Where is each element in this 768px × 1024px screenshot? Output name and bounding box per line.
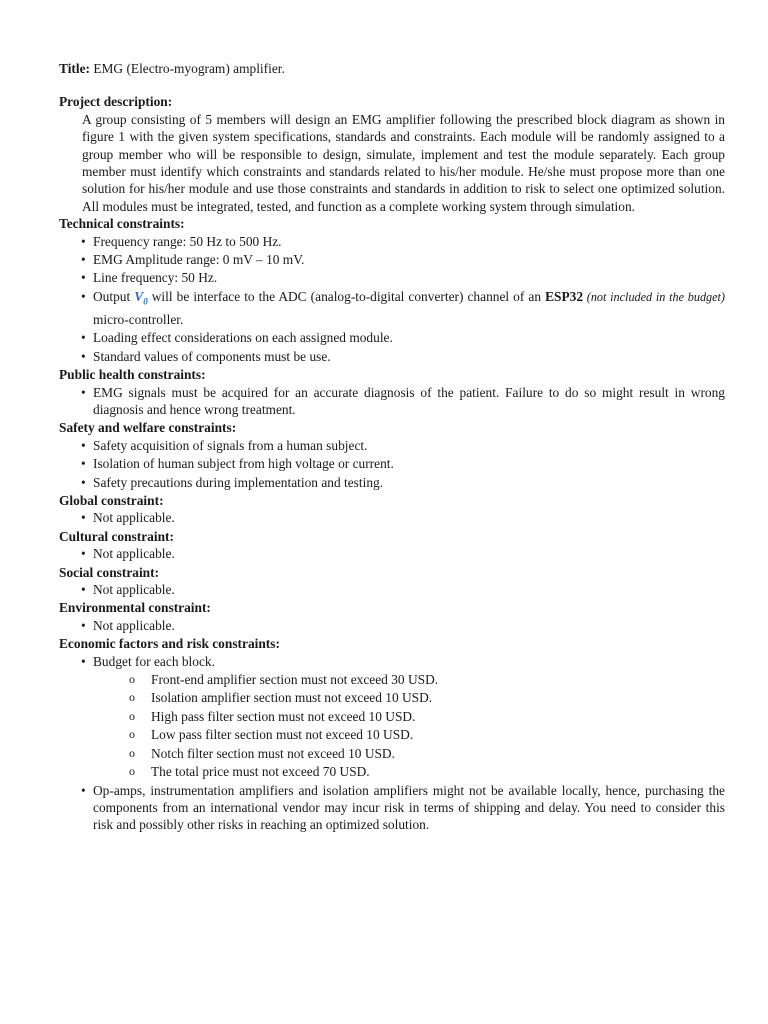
- safety-list: [59, 437, 725, 491]
- global-heading: Global constraint:: [59, 493, 164, 509]
- technical-constraints-heading: Technical constraints:: [59, 216, 185, 232]
- safety-heading: Safety and welfare constraints:: [59, 420, 237, 436]
- list-item: o High pass filter section must not exceed 10 USD.: [59, 708, 725, 725]
- budget-item: [59, 653, 725, 670]
- list-item: • Not applicable.: [59, 617, 725, 634]
- list-item: o Low pass filter section must not exceed 10 USD.: [59, 726, 725, 743]
- budget-note: (not included in the budget): [583, 289, 725, 304]
- list-item: • EMG signals must be acquired for an accurate diagnosis of the patient. Failure to do so might result in wrong diagnosis and hence wrong treatment.: [59, 384, 725, 419]
- technical-constraints-list: [59, 233, 725, 366]
- cultural-heading: Cultural constraint:: [59, 528, 174, 544]
- budget-subitems: [59, 671, 725, 780]
- vo-letter: V: [134, 288, 144, 304]
- output-suffix: micro-controller.: [93, 311, 184, 327]
- list-item: • Standard values of components must be use.: [59, 348, 725, 365]
- vo-subscript: 0: [143, 296, 148, 307]
- list-item: • Op-amps, instrumentation amplifiers and isolation amplifiers might not be available locally, hence, purchasing the components from an international vendor may incur risk in terms of shipping and delay. You need to consider this risk and possibly other risks in reaching an optimized solution.: [59, 782, 725, 834]
- budget-item-text: Budget for each block.: [93, 653, 215, 669]
- output-middle: will be interface to the ADC (analog-to-digital converter) channel of an: [147, 288, 546, 304]
- title-label: Title:: [59, 61, 90, 76]
- list-item: o Isolation amplifier section must not exceed 10 USD.: [59, 689, 725, 706]
- list-item: • Loading effect considerations on each assigned module.: [59, 329, 725, 346]
- document-content: [59, 60, 725, 835]
- title-line: [59, 60, 725, 77]
- title-text: EMG (Electro-myogram) amplifier.: [90, 61, 285, 76]
- list-item: • Safety acquisition of signals from a human subject.: [59, 437, 725, 454]
- list-item: • Frequency range: 50 Hz to 500 Hz.: [59, 233, 725, 250]
- list-item: o Front-end amplifier section must not exceed 30 USD.: [59, 671, 725, 688]
- vo-symbol: [134, 288, 148, 307]
- environmental-heading: Environmental constraint:: [59, 600, 211, 616]
- risk-list: [59, 782, 725, 834]
- public-health-heading: Public health constraints:: [59, 367, 206, 383]
- list-item: o The total price must not exceed 70 USD.: [59, 763, 725, 780]
- list-item: • Not applicable.: [59, 545, 725, 562]
- project-description-heading: Project description:: [59, 94, 173, 110]
- list-item: • Isolation of human subject from high voltage or current.: [59, 455, 725, 472]
- list-item: • Line frequency: 50 Hz.: [59, 269, 725, 286]
- environmental-list: [59, 617, 725, 634]
- list-item: • Not applicable.: [59, 509, 725, 526]
- cultural-list: [59, 545, 725, 562]
- list-item: o Notch filter section must not exceed 10 USD.: [59, 745, 725, 762]
- economic-heading: Economic factors and risk constraints:: [59, 636, 280, 652]
- list-item: • EMG Amplitude range: 0 mV – 10 mV.: [59, 251, 725, 268]
- project-description-text: A group consisting of 5 members will design an EMG amplifier following the prescribed block diagram as shown in figure 1 with the given system specifications, standards and constraints. Each module will be randomly assigned to a group member who will be responsible to design, simulate, implement and test the module separately. Each group member must identify which constraints and standards related to his/her module. He/she must propose more than one solution for his/her module and use those constraints and standards in addition to risk to select one optimized solution. All modules must be integrated, tested, and function as a complete working system through simulation.: [82, 111, 725, 214]
- public-health-list: [59, 384, 725, 419]
- list-item: • Not applicable.: [59, 581, 725, 598]
- social-list: [59, 581, 725, 598]
- output-item: [59, 288, 725, 328]
- social-heading: Social constraint:: [59, 564, 160, 580]
- global-list: [59, 509, 725, 526]
- output-prefix: Output: [93, 288, 135, 304]
- list-item: • Safety precautions during implementation and testing.: [59, 474, 725, 491]
- esp32-label: ESP32: [545, 288, 584, 304]
- economic-list: [59, 653, 725, 670]
